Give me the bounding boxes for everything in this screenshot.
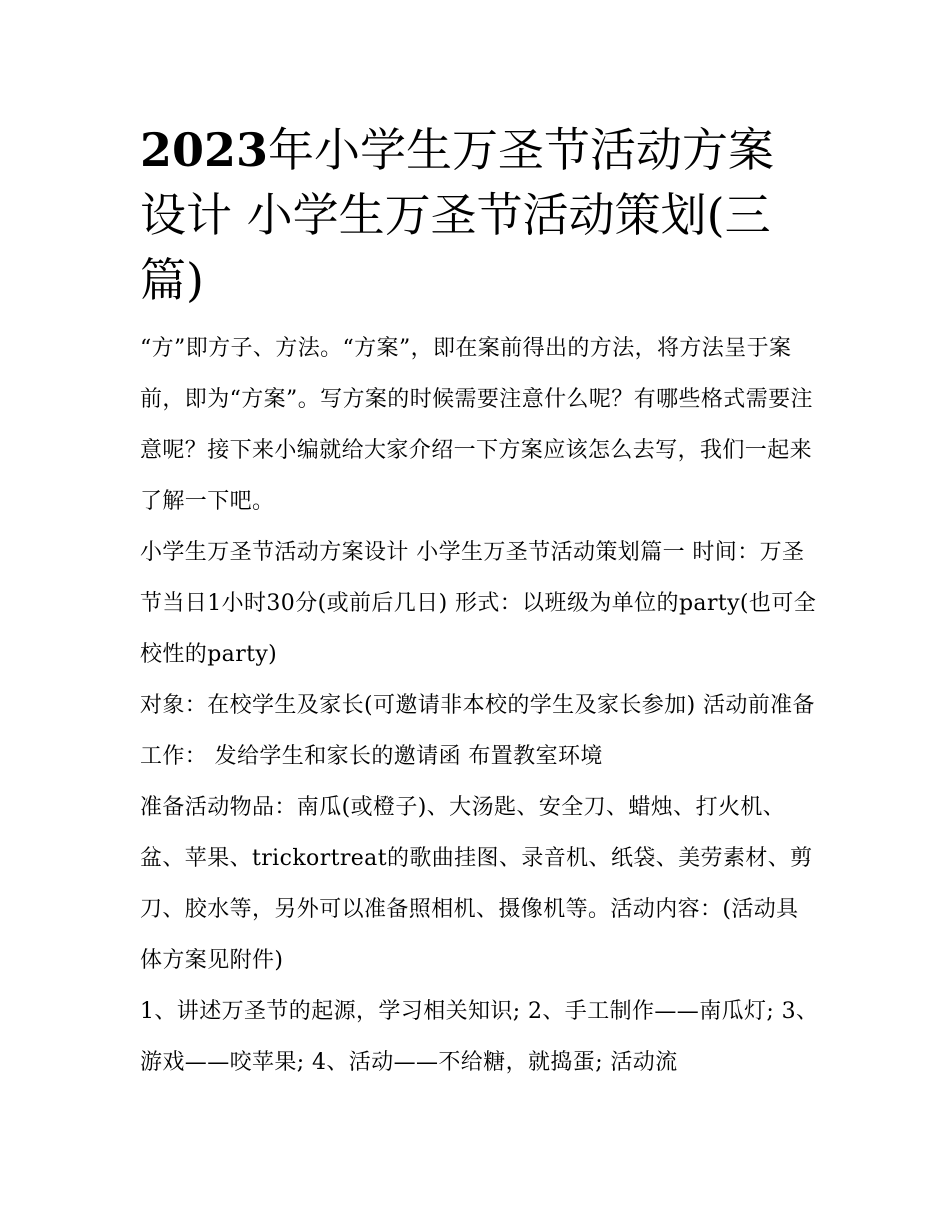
activities-paragraph: 1、讲述万圣节的起源，学习相关知识; 2、手工制作——南瓜灯; 3、游戏——咬苹果; 4、活动——不给糖，就捣蛋; 活动流 [140,999,819,1075]
audience-paragraph: 对象：在校学生及家长(可邀请非本校的学生及家长参加) 活动前准备工作： 发给学生和家长的邀请函 布置教室环境 [140,693,815,769]
materials-paragraph: 准备活动物品：南瓜(或橙子)、大汤匙、安全刀、蜡烛、打火机、盆、苹果、trickortreat的歌曲挂图、录音机、纸袋、美劳素材、剪刀、胶水等，另外可以准备照相机、摄像机等。活动内容：(活动具体方案见附件) [140,795,813,973]
title-text: 年小学生万圣节活动方案设计 小学生万圣节活动策划(三篇) [140,123,775,307]
intro-paragraph: “方”即方子、方法。“方案”，即在案前得出的方法，将方法呈于案前，即为“方案”。写方案的时候需要注意什么呢？有哪些格式需要注意呢？接下来小编就给大家介绍一下方案应该怎么去写，我们一起来了解一下吧。 [140,336,813,514]
document-title [140,118,820,313]
schedule-paragraph: 小学生万圣节活动方案设计 小学生万圣节活动策划篇一 时间：万圣节当日1小时30分(或前后几日) 形式：以班级为单位的party(也可全校性的party) [140,540,817,667]
title-year: 2023 [140,123,269,177]
document-page [140,118,820,1088]
